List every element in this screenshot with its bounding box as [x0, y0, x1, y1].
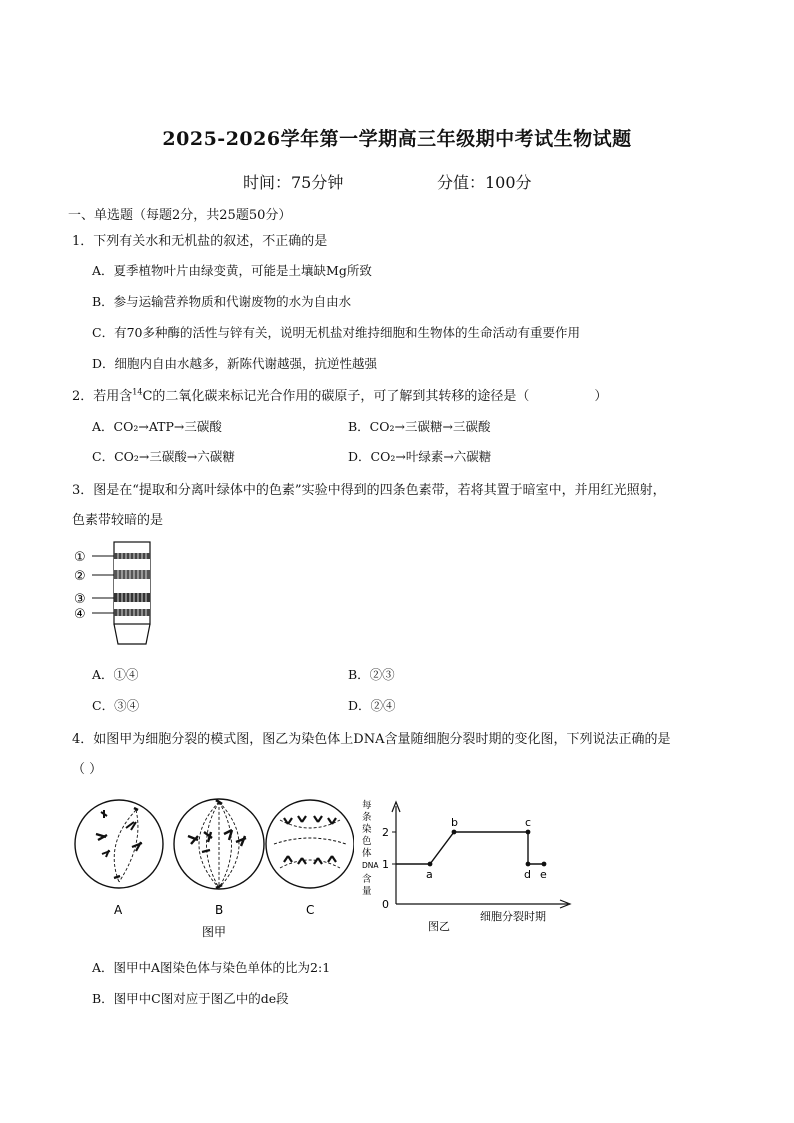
svg-text:染: 染 [362, 824, 372, 835]
svg-text:含: 含 [362, 874, 372, 885]
exam-time: 时间：75分钟 [243, 173, 344, 192]
svg-text:每: 每 [362, 800, 372, 811]
graph-point-d [526, 862, 531, 867]
q2-option-b: B．CO₂→三碳糖→三碳酸 [348, 419, 491, 434]
q2-option-a: A．CO₂→ATP→三碳酸 [92, 419, 222, 434]
q1-option-b: B．参与运输营养物质和代谢废物的水为自由水 [92, 294, 352, 309]
graph-label-a: a [426, 868, 433, 881]
q3-option-c: C．③④ [92, 698, 140, 713]
band-label-1: ① [74, 550, 86, 565]
q2-option-c: C．CO₂→三碳酸→六碳糖 [92, 449, 235, 464]
graph-ytick-2: 2 [382, 826, 389, 839]
cell-b [174, 799, 264, 889]
fig-yi-caption: 图乙 [428, 920, 450, 933]
section-heading: 一、单选题（每题2分，共25题50分） [68, 208, 292, 223]
graph-label-b: b [451, 816, 458, 829]
graph-origin: 0 [382, 898, 389, 911]
q3-option-b: B．②③ [348, 667, 395, 682]
pigment-band-2 [114, 570, 150, 579]
q3-stem-line1: 3．图是在“提取和分离叶绿体中的色素”实验中得到的四条色素带，若将其置于暗室中，并用红光照射， [72, 483, 666, 498]
svg-text:量: 量 [362, 886, 372, 897]
band-label-4: ④ [74, 607, 86, 622]
cell-label-c: C [306, 903, 315, 917]
q3-option-a: A．①④ [92, 667, 139, 682]
q1-option-c: C．有70多种酶的活性与锌有关，说明无机盐对维持细胞和生物体的生命活动有重要作用 [92, 325, 580, 340]
graph-label-e: e [540, 868, 547, 881]
q2-stem-post: C的二氧化碳来标记光合作用的碳原子，可了解到其转移的途径是（ ） [142, 389, 608, 404]
q4-stem-line2: （ ） [72, 762, 103, 777]
q2-isotope: 14 [132, 387, 143, 397]
cell-c [266, 800, 354, 888]
q1-option-a: A．夏季植物叶片由绿变黄，可能是土壤缺Mg所致 [92, 263, 372, 278]
graph-ylabel [362, 799, 379, 897]
chromatography-strip-figure [72, 540, 162, 652]
q4-stem-line1: 4．如图甲为细胞分裂的模式图，图乙为染色体上DNA含量随细胞分裂时期的变化图，下列说法正确的是 [72, 732, 671, 747]
band-label-2: ② [74, 569, 86, 584]
graph-label-c: c [525, 816, 532, 829]
graph-point-c [526, 830, 531, 835]
q3-stem-line2: 色素带较暗的是 [72, 513, 164, 528]
figure-yi-graph [356, 796, 578, 938]
strip-tip [114, 624, 150, 644]
q3-option-d: D．②④ [348, 698, 396, 713]
cell-label-b: B [215, 903, 224, 917]
pigment-band-1 [114, 553, 150, 559]
pigment-band-4 [114, 609, 150, 616]
graph-point-a [428, 862, 433, 867]
cell-a [75, 800, 163, 888]
q4-option-a: A．图甲中A图染色体与染色单体的比为2:1 [92, 960, 331, 975]
graph-label-d: d [524, 868, 531, 881]
svg-text:色: 色 [362, 836, 372, 847]
graph-point-e [542, 862, 547, 867]
exam-score: 分值：100分 [437, 173, 532, 192]
fig-jia-caption: 图甲 [202, 925, 227, 939]
q2-option-d: D．CO₂→叶绿素→六碳糖 [348, 449, 492, 464]
q4-option-b: B．图甲中C图对应于图乙中的de段 [92, 991, 289, 1006]
svg-text:体: 体 [362, 848, 372, 859]
q1-stem: 1．下列有关水和无机盐的叙述，不正确的是 [72, 234, 328, 249]
graph-dna-curve [396, 832, 544, 864]
band-label-3: ③ [74, 592, 86, 607]
graph-point-b [452, 830, 457, 835]
cell-label-a: A [114, 903, 123, 917]
q2-stem-pre: 2．若用含 [72, 389, 133, 404]
graph-xlabel: 细胞分裂时期 [480, 910, 546, 923]
svg-text:条: 条 [362, 812, 372, 823]
page-title: 2025-2026学年第一学期高三年级期中考试生物试题 [162, 128, 632, 150]
pigment-band-3 [114, 593, 150, 602]
svg-text:DNA: DNA [362, 861, 379, 870]
q1-option-d: D．细胞内自由水越多，新陈代谢越强，抗逆性越强 [92, 356, 378, 371]
figure-jia-cells [74, 792, 354, 942]
q2-stem [72, 385, 607, 404]
graph-ytick-1: 1 [382, 858, 389, 871]
